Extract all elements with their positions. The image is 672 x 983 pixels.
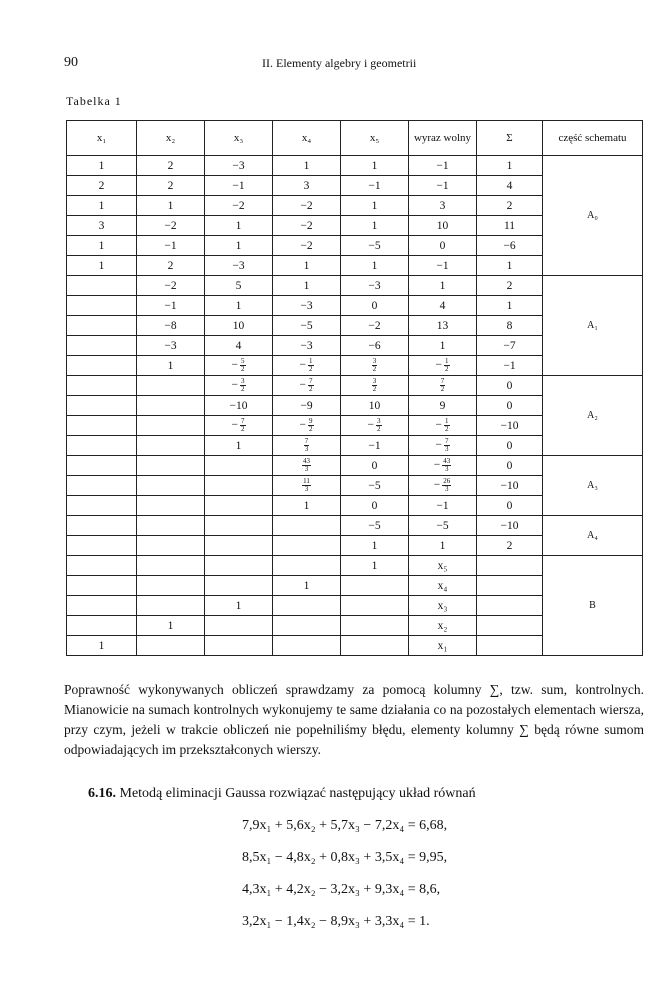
- table-cell: $\frac{7}{2}$: [409, 376, 477, 396]
- schema-part-label: B: [543, 556, 643, 656]
- table-cell: x₁: [409, 636, 477, 656]
- header-cell: wyraz wolny: [409, 121, 477, 156]
- table-cell: −7: [477, 336, 543, 356]
- table-row: [67, 376, 643, 396]
- header-cell: x₅: [341, 121, 409, 156]
- header-cell: x₄: [273, 121, 341, 156]
- running-header: II. Elementy algebry i geometrii: [262, 56, 417, 70]
- table-cell: −3: [273, 296, 341, 316]
- table-cell: [67, 296, 137, 316]
- table-cell: [137, 436, 205, 456]
- table-cell: −2: [273, 216, 341, 236]
- table-cell: [137, 516, 205, 536]
- table-cell: [341, 636, 409, 656]
- table-cell: 1: [477, 156, 543, 176]
- table-cell: 0: [477, 496, 543, 516]
- table-cell: 10: [341, 396, 409, 416]
- table-cell: 4: [477, 176, 543, 196]
- table-cell: [477, 556, 543, 576]
- table-cell: − $\frac{43}{3}$: [409, 456, 477, 476]
- table-cell: 1: [205, 596, 273, 616]
- table-cell: −10: [205, 396, 273, 416]
- table-cell: [273, 556, 341, 576]
- table-cell: −2: [137, 216, 205, 236]
- table-cell: −5: [341, 516, 409, 536]
- table-cell: 1: [341, 256, 409, 276]
- table-cell: −5: [341, 476, 409, 496]
- table-cell: − $\frac{26}{3}$: [409, 476, 477, 496]
- table-row: [67, 276, 643, 296]
- table-cell: − $\frac{1}{2}$: [273, 356, 341, 376]
- table-cell: [137, 556, 205, 576]
- table-cell: 1: [67, 256, 137, 276]
- table-cell: $\frac{11}{3}$: [273, 476, 341, 496]
- table-cell: 2: [477, 536, 543, 556]
- table-cell: [67, 596, 137, 616]
- table-cell: [67, 616, 137, 636]
- table-cell: 1: [205, 436, 273, 456]
- table-cell: 1: [341, 216, 409, 236]
- table-row: [67, 456, 643, 476]
- table-cell: [137, 596, 205, 616]
- header-cell: x₃: [205, 121, 273, 156]
- table-cell: 1: [409, 336, 477, 356]
- table-header-row: [67, 121, 643, 156]
- table-cell: 1: [273, 156, 341, 176]
- table-cell: 2: [477, 276, 543, 296]
- exercise-number: 6.16.: [88, 786, 116, 801]
- table-cell: [477, 596, 543, 616]
- schema-part-label: A₂: [543, 376, 643, 456]
- table-cell: [67, 436, 137, 456]
- table-cell: 1: [273, 576, 341, 596]
- table-cell: 1: [477, 256, 543, 276]
- table-cell: − $\frac{7}{2}$: [273, 376, 341, 396]
- table-caption: Tabelka 1: [66, 94, 122, 108]
- table-cell: −10: [477, 416, 543, 436]
- table-cell: [137, 536, 205, 556]
- table-cell: x₂: [409, 616, 477, 636]
- table-cell: 0: [477, 376, 543, 396]
- table-cell: −10: [477, 476, 543, 496]
- table-cell: − $\frac{7}{2}$: [205, 416, 273, 436]
- table-cell: −3: [205, 156, 273, 176]
- table-cell: 1: [341, 556, 409, 576]
- table-cell: [341, 576, 409, 596]
- table-cell: −5: [409, 516, 477, 536]
- table-cell: 1: [137, 356, 205, 376]
- table-cell: 1: [67, 156, 137, 176]
- equation-2: 8,5x₁ − 4,8x₂ + 0,8x₃ + 3,5x₄ = 9,95,: [242, 850, 448, 865]
- table-cell: 1: [137, 616, 205, 636]
- table-cell: − $\frac{5}{2}$: [205, 356, 273, 376]
- table-cell: − $\frac{3}{2}$: [341, 416, 409, 436]
- table-cell: $\frac{7}{3}$: [273, 436, 341, 456]
- table-cell: [137, 416, 205, 436]
- table-cell: [137, 496, 205, 516]
- table-cell: [205, 476, 273, 496]
- table-cell: [273, 536, 341, 556]
- gauss-elimination-table: [66, 120, 643, 656]
- table-cell: 2: [137, 176, 205, 196]
- table-cell: − $\frac{9}{2}$: [273, 416, 341, 436]
- table-cell: [205, 456, 273, 476]
- table-cell: [477, 576, 543, 596]
- header-cell: część schematu: [543, 121, 643, 156]
- exercise-text: Metodą eliminacji Gaussa rozwiązać następujący układ równań: [119, 786, 476, 801]
- table-cell: 13: [409, 316, 477, 336]
- table-cell: 11: [477, 216, 543, 236]
- schema-part-label: A₄: [543, 516, 643, 556]
- table-cell: −2: [341, 316, 409, 336]
- table-cell: 1: [409, 276, 477, 296]
- table-cell: [205, 516, 273, 536]
- table-cell: −5: [273, 316, 341, 336]
- table-cell: 4: [409, 296, 477, 316]
- table-cell: −5: [341, 236, 409, 256]
- table-cell: −1: [205, 176, 273, 196]
- table-cell: [477, 636, 543, 656]
- table-cell: x₅: [409, 556, 477, 576]
- table-cell: −8: [137, 316, 205, 336]
- table-cell: [205, 616, 273, 636]
- table-cell: −2: [273, 196, 341, 216]
- table-cell: [67, 356, 137, 376]
- equation-1: 7,9x₁ + 5,6x₂ + 5,7x₃ − 7,2x₄ = 6,68,: [242, 818, 448, 833]
- table-cell: −1: [409, 156, 477, 176]
- table-cell: 4: [205, 336, 273, 356]
- table-cell: [67, 496, 137, 516]
- table-cell: −3: [205, 256, 273, 276]
- table-cell: −6: [341, 336, 409, 356]
- table-cell: 8: [477, 316, 543, 336]
- exercise-heading: [88, 786, 476, 802]
- table-cell: 0: [341, 496, 409, 516]
- table-cell: 1: [205, 236, 273, 256]
- table-cell: − $\frac{7}{3}$: [409, 436, 477, 456]
- table-cell: 1: [205, 296, 273, 316]
- table-cell: 1: [341, 196, 409, 216]
- table-cell: 1: [409, 536, 477, 556]
- table-cell: [205, 536, 273, 556]
- schema-part-label: A₀: [543, 156, 643, 276]
- control-sum-paragraph: Poprawność wykonywanych obliczeń sprawdzamy za pomocą kolumny ∑, tzw. sum, kontrolnych. Mianowicie na sumach kontrolnych wykonujemy te same działania co na pozostałych elementach wiersza, przy czym, jeżeli w trakcie obliczeń nie popełniliśmy błędu, elementy kolumny ∑ będą równe sumom odpowiadających im przekształconych wierszy.: [64, 682, 644, 757]
- table-cell: 1: [205, 216, 273, 236]
- table-cell: [67, 476, 137, 496]
- table-cell: 1: [273, 496, 341, 516]
- table-cell: [67, 416, 137, 436]
- schema-part-label: A₁: [543, 276, 643, 376]
- table-cell: 2: [137, 256, 205, 276]
- table-cell: [273, 516, 341, 536]
- table-cell: −1: [137, 296, 205, 316]
- table-cell: [67, 316, 137, 336]
- table-cell: 5: [205, 276, 273, 296]
- table-cell: −10: [477, 516, 543, 536]
- table-cell: −9: [273, 396, 341, 416]
- table-cell: x₄: [409, 576, 477, 596]
- table-cell: $\frac{3}{2}$: [341, 356, 409, 376]
- table-cell: x₃: [409, 596, 477, 616]
- table-cell: −1: [409, 496, 477, 516]
- table-cell: 1: [341, 536, 409, 556]
- table-cell: 3: [67, 216, 137, 236]
- table-cell: [67, 336, 137, 356]
- table-cell: 0: [477, 456, 543, 476]
- table-cell: −1: [341, 436, 409, 456]
- table-cell: 0: [477, 396, 543, 416]
- table-cell: [205, 556, 273, 576]
- table-cell: [137, 476, 205, 496]
- table-cell: [67, 396, 137, 416]
- table-cell: [273, 636, 341, 656]
- header-cell: x₂: [137, 121, 205, 156]
- table-cell: − $\frac{3}{2}$: [205, 376, 273, 396]
- table-cell: [67, 576, 137, 596]
- table-cell: [205, 576, 273, 596]
- table-cell: [205, 636, 273, 656]
- table-row: [67, 156, 643, 176]
- table-cell: −3: [341, 276, 409, 296]
- table-cell: [341, 596, 409, 616]
- table-cell: −1: [477, 356, 543, 376]
- table-cell: [137, 576, 205, 596]
- equation-4: 3,2x₁ − 1,4x₂ − 8,9x₃ + 3,3x₄ = 1.: [242, 914, 430, 929]
- table-cell: − $\frac{1}{2}$: [409, 356, 477, 376]
- table-cell: [67, 536, 137, 556]
- table-cell: − $\frac{1}{2}$: [409, 416, 477, 436]
- table-cell: [137, 376, 205, 396]
- table-cell: [137, 456, 205, 476]
- equation-3: 4,3x₁ + 4,2x₂ − 3,2x₃ + 9,3x₄ = 8,6,: [242, 882, 441, 897]
- table-cell: 3: [409, 196, 477, 216]
- table-cell: 0: [341, 456, 409, 476]
- table-cell: 1: [67, 236, 137, 256]
- table-cell: 1: [137, 196, 205, 216]
- table-cell: 1: [341, 156, 409, 176]
- table-cell: $\frac{43}{3}$: [273, 456, 341, 476]
- table-cell: −6: [477, 236, 543, 256]
- table-cell: [341, 616, 409, 636]
- table-cell: 1: [477, 296, 543, 316]
- table-cell: [137, 636, 205, 656]
- header-cell: x₁: [67, 121, 137, 156]
- table-cell: 0: [341, 296, 409, 316]
- table-cell: [477, 616, 543, 636]
- table-cell: [67, 276, 137, 296]
- table-cell: [273, 596, 341, 616]
- table-cell: 10: [205, 316, 273, 336]
- table-cell: 10: [409, 216, 477, 236]
- table-cell: [273, 616, 341, 636]
- table-cell: 1: [273, 256, 341, 276]
- table-cell: [137, 396, 205, 416]
- table-cell: [205, 496, 273, 516]
- table-cell: [67, 376, 137, 396]
- table-cell: −1: [137, 236, 205, 256]
- table-cell: −2: [273, 236, 341, 256]
- table-cell: 9: [409, 396, 477, 416]
- table-cell: 1: [273, 276, 341, 296]
- table-cell: $\frac{3}{2}$: [341, 376, 409, 396]
- header-cell: Σ: [477, 121, 543, 156]
- table-cell: −3: [273, 336, 341, 356]
- table-cell: 2: [67, 176, 137, 196]
- table-cell: −3: [137, 336, 205, 356]
- schema-part-label: A₃: [543, 456, 643, 516]
- table-cell: 0: [409, 236, 477, 256]
- table-row: [67, 556, 643, 576]
- table-cell: [67, 516, 137, 536]
- table-cell: 2: [477, 196, 543, 216]
- table-cell: −1: [341, 176, 409, 196]
- table-cell: [67, 456, 137, 476]
- table-cell: 3: [273, 176, 341, 196]
- table-cell: −2: [137, 276, 205, 296]
- table-cell: 2: [137, 156, 205, 176]
- table-cell: −2: [205, 196, 273, 216]
- table-cell: 1: [67, 196, 137, 216]
- table-cell: −1: [409, 176, 477, 196]
- table-cell: [67, 556, 137, 576]
- table-cell: −1: [409, 256, 477, 276]
- page-number: 90: [64, 55, 78, 70]
- table-cell: 0: [477, 436, 543, 456]
- table-cell: 1: [67, 636, 137, 656]
- table-row: [67, 516, 643, 536]
